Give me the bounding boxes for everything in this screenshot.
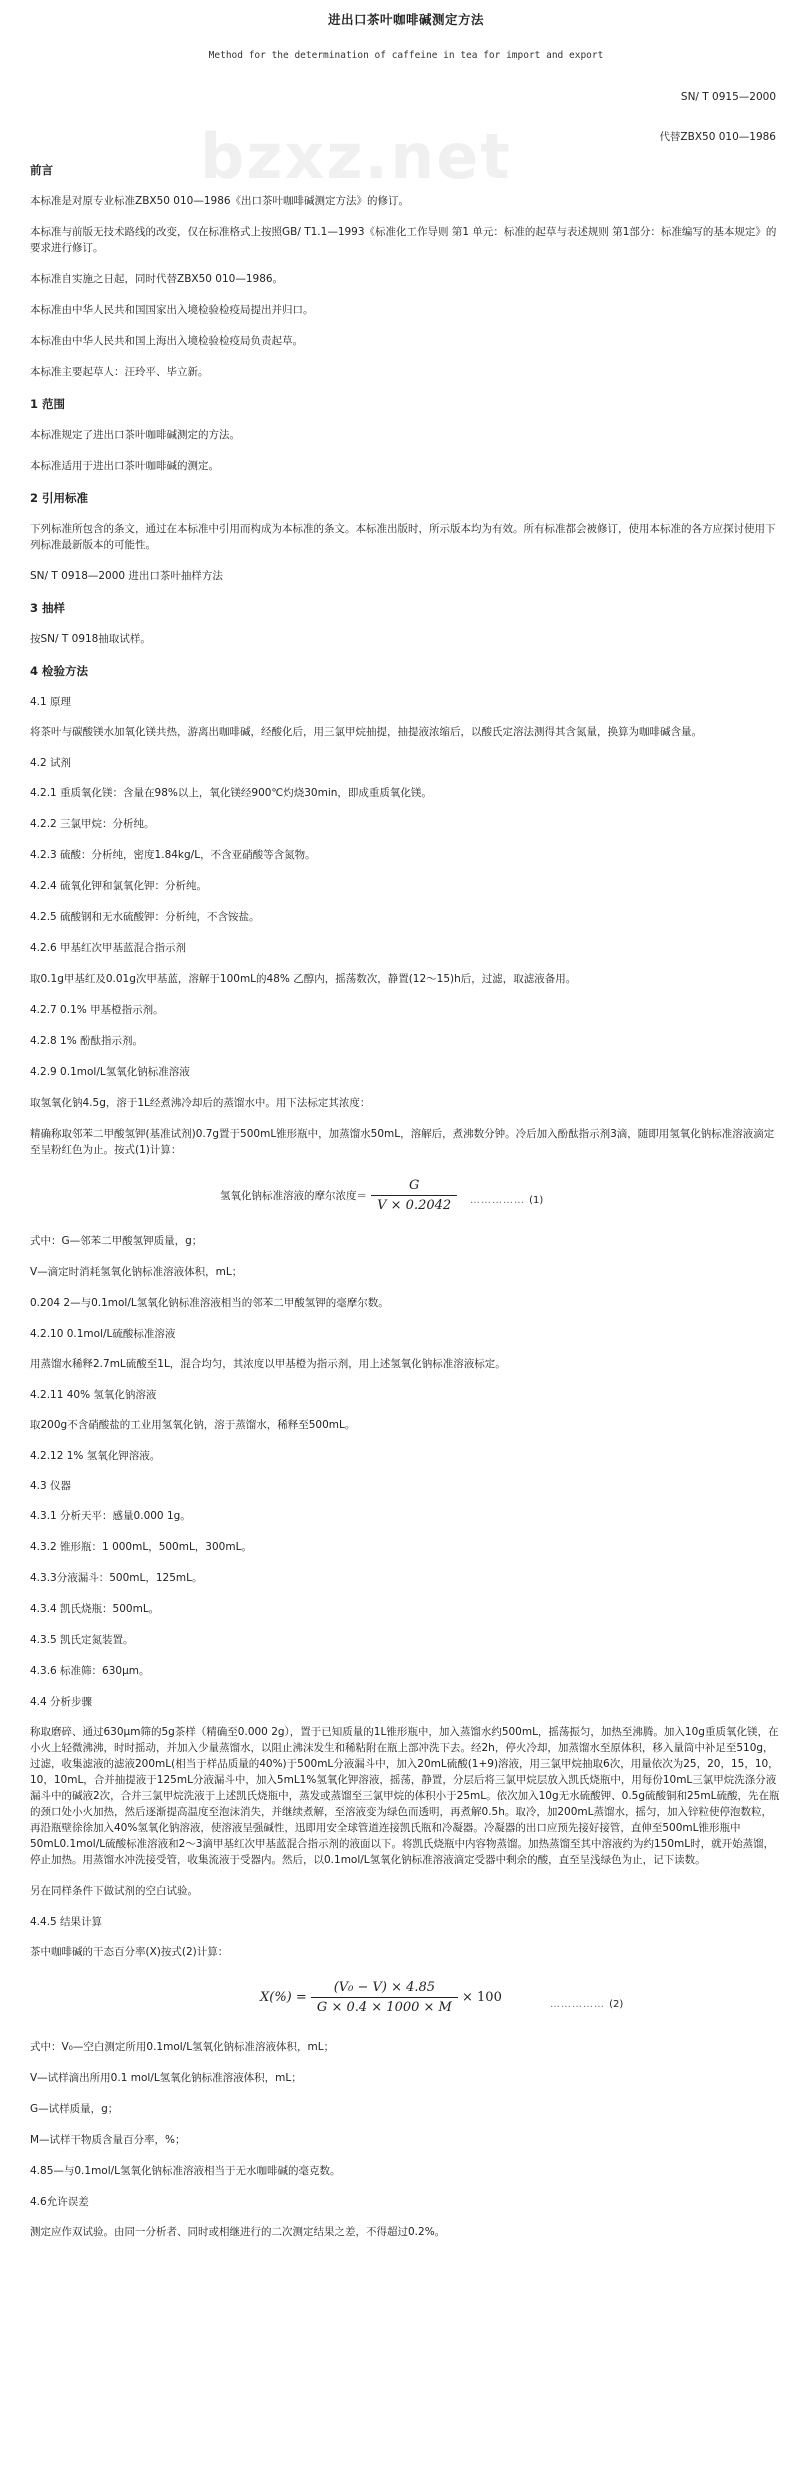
foreword-para: 本标准自实施之日起，同时代替ZBX50 010—1986。 bbox=[30, 273, 284, 285]
foreword-para: 本标准由中华人民共和国上海出入境检验检疫局负责起草。 bbox=[30, 335, 303, 347]
reagent-para: 取200g不含硝酸盐的工业用氢氧化钠，溶于蒸馏水，稀释至500mL。 bbox=[30, 1419, 356, 1431]
formula-1-numerator: G bbox=[408, 1178, 420, 1193]
section-heading-sampling: 3 抽样 bbox=[30, 601, 66, 615]
reagent-item: 4.2.2 三氯甲烷：分析纯。 bbox=[30, 818, 155, 830]
subheading-procedure: 4.4 分析步骤 bbox=[30, 1696, 93, 1708]
reagent-para: 用蒸馏水稀释2.7mL硫酸至1L，混合均匀，其浓度以甲基橙为指示剂，用上述氢氧化钠标准溶液标定。 bbox=[30, 1358, 506, 1370]
formula-1-definition: 式中：G—邻苯二甲酸氢钾质量，g； bbox=[30, 1235, 203, 1247]
reagent-item: 4.2.8 1% 酚酞指示剂。 bbox=[30, 1035, 144, 1047]
foreword-para: 本标准由中华人民共和国国家出入境检验检疫局提出并归口。 bbox=[30, 304, 314, 316]
sampling-para: 按SN/ T 0918抽取试样。 bbox=[30, 633, 151, 645]
reagent-item: 4.2.1 重质氧化镁：含量在98%以上，氧化镁经900℃灼烧30min，即成重质氧化镁。 bbox=[30, 787, 432, 799]
tolerance-para: 测定应作双试验。由同一分析者、同时或相继进行的二次测定结果之差，不得超过0.2%。 bbox=[30, 2226, 446, 2238]
formula-2-definition: 4.85—与0.1mol/L氢氧化钠标准溶液相当于无水咖啡碱的毫克数。 bbox=[30, 2165, 341, 2177]
reagent-item: 4.2.3 硫酸：分析纯，密度1.84kg/L，不含亚硝酸等含氮物。 bbox=[30, 849, 316, 861]
references-para: 下列标准所包含的条文，通过在本标准中引用而构成为本标准的条文。本标准出版时，所示版本均为有效。所有标准都会被修订，使用本标准的各方应探讨使用下列标准最新版本的可能性。 bbox=[30, 523, 776, 551]
formula-2-definition: M—试样干物质含量百分率，%； bbox=[30, 2134, 186, 2146]
subheading-koh-solution: 4.2.12 1% 氢氧化钾溶液。 bbox=[30, 1450, 161, 1462]
calculation-para: 茶中咖啡碱的干态百分率(X)按式(2)计算： bbox=[30, 1946, 229, 1958]
procedure-para: 另在同样条件下做试剂的空白试验。 bbox=[30, 1885, 198, 1897]
formula-2-definition: 式中：V₀—空白测定所用0.1mol/L氢氧化钠标准溶液体积，mL； bbox=[30, 2041, 335, 2053]
reagent-item: 4.2.9 0.1mol/L氢氧化钠标准溶液 bbox=[30, 1066, 190, 1078]
reagent-para: 取0.1g甲基红及0.01g次甲基蓝，溶解于100mL的48% 乙醇内，摇荡数次，静置(12～15)h后，过滤，取滤液备用。 bbox=[30, 973, 577, 985]
formula-2-definition: G—试样质量，g； bbox=[30, 2103, 119, 2115]
subheading-reagents: 4.2 试剂 bbox=[30, 757, 72, 769]
subheading-tolerance: 4.6允许误差 bbox=[30, 2196, 89, 2208]
foreword-para: 本标准是对原专业标准ZBX50 010—1986《出口茶叶咖啡碱测定方法》的修订。 bbox=[30, 195, 410, 207]
formula-2-number: (2) bbox=[609, 1999, 624, 2010]
formula-1-definition: V—滴定时消耗氢氧化钠标准溶液体积，mL； bbox=[30, 1266, 243, 1278]
subheading-sulfuric-acid-solution: 4.2.10 0.1mol/L硫酸标准溶液 bbox=[30, 1328, 176, 1340]
formula-2-denominator: G × 0.4 × 1000 × M bbox=[311, 1997, 458, 2015]
scope-para: 本标准适用于进出口茶叶咖啡碱的测定。 bbox=[30, 460, 219, 472]
reagent-item: 4.2.5 硫酸钢和无水硫酸钾：分析纯，不含铵盐。 bbox=[30, 911, 260, 923]
subheading-calculation: 4.4.5 结果计算 bbox=[30, 1916, 103, 1928]
formula-1-lead: 氢氧化钠标准溶液的摩尔浓度＝ bbox=[220, 1190, 367, 1202]
formula-1 bbox=[30, 1172, 782, 1218]
reagent-para: 取氢氧化钠4.5g，溶于1L经煮沸冷却后的蒸馏水中。用下法标定其浓度： bbox=[30, 1097, 371, 1109]
formula-1-number: (1) bbox=[529, 1195, 544, 1206]
reagent-item: 4.2.6 甲基红次甲基蓝混合指示剂 bbox=[30, 942, 187, 954]
formula-2-tail: × 100 bbox=[462, 1990, 502, 2005]
instrument-item: 4.3.2 锥形瓶：1 000mL，500mL，300mL。 bbox=[30, 1541, 252, 1553]
foreword-para: 本标准与前版无技术路线的改变，仅在标准格式上按照GB/ T1.1—1993《标准化工作导则 第1 单元：标准的起草与表述规则 第1部分：标准编写的基本规定》的要求进行修订。 bbox=[30, 226, 777, 254]
reagent-item: 4.2.4 硫氧化钾和氯氧化钾：分析纯。 bbox=[30, 880, 208, 892]
formula-2-fraction bbox=[311, 1980, 458, 2015]
instrument-item: 4.3.1 分析天平：感量0.000 1g。 bbox=[30, 1510, 191, 1522]
formula-2-numerator: (V₀ − V) × 4.85 bbox=[333, 1980, 436, 1995]
formula-2-lead: X(%) = bbox=[260, 1990, 307, 2005]
instrument-item: 4.3.4 凯氏烧瓶：500mL。 bbox=[30, 1603, 160, 1615]
watermark: bzxz.net bbox=[200, 120, 512, 193]
formula-2-definition: V—试样滴出所用0.1 mol/L氢氧化钠标准溶液体积，mL； bbox=[30, 2072, 302, 2084]
subheading-instruments: 4.3 仪器 bbox=[30, 1480, 72, 1492]
formula-1-definition: 0.204 2—与0.1mol/L氢氧化钠标准溶液相当的邻苯二甲酸氢钾的毫摩尔数。 bbox=[30, 1297, 389, 1309]
formula-2 bbox=[30, 1974, 782, 2024]
formula-leader-dots: …………… bbox=[550, 1999, 605, 2010]
standard-number: SN/ T 0915—2000 bbox=[680, 91, 776, 103]
subheading-principle: 4.1 原理 bbox=[30, 696, 72, 708]
instrument-item: 4.3.6 标准筛：630μm。 bbox=[30, 1665, 150, 1677]
section-heading-scope: 1 范围 bbox=[30, 397, 66, 411]
foreword-para: 本标准主要起草人：汪玲平、毕立新。 bbox=[30, 366, 209, 378]
formula-leader-dots: …………… bbox=[470, 1195, 525, 1206]
instrument-item: 4.3.5 凯氏定氮装置。 bbox=[30, 1634, 134, 1646]
principle-para: 将茶叶与碳酸镁水加氧化镁共热，游离出咖啡碱，经酸化后，用三氯甲烷抽提，抽提液浓缩后，以酸氏定溶法测得其含氮量，换算为咖啡碱含量。 bbox=[30, 726, 702, 738]
section-heading-methods: 4 检验方法 bbox=[30, 664, 89, 678]
document-subtitle: Method for the determination of caffeine in tea for import and export bbox=[208, 50, 604, 61]
instrument-item: 4.3.3分液漏斗：500mL，125mL。 bbox=[30, 1572, 203, 1584]
formula-1-fraction bbox=[371, 1178, 457, 1213]
replaces-standard: 代替ZBX50 010—1986 bbox=[659, 131, 776, 143]
scope-para: 本标准规定了进出口茶叶咖啡碱测定的方法。 bbox=[30, 429, 240, 441]
subheading-naoh-solution: 4.2.11 40% 氢氧化钠溶液 bbox=[30, 1389, 157, 1401]
document-title: 进出口茶叶咖啡碱测定方法 bbox=[327, 12, 484, 27]
section-heading-references: 2 引用标准 bbox=[30, 491, 89, 505]
foreword-heading: 前言 bbox=[30, 163, 53, 177]
references-para: SN/ T 0918—2000 进出口茶叶抽样方法 bbox=[30, 570, 223, 582]
reagent-item: 4.2.7 0.1% 甲基橙指示剂。 bbox=[30, 1004, 164, 1016]
reagent-para: 精确称取邻苯二甲酸氢钾(基准试剂)0.7g置于500mL锥形瓶中，加蒸馏水50mL，溶解后，煮沸数分钟。冷后加入酚酞指示剂3滴，随即用氢氧化钠标准溶液滴定至呈粉红色为止。按式(1)计算： bbox=[30, 1128, 775, 1156]
procedure-para: 称取磨碎、通过630μm筛的5g茶样（精确至0.000 2g），置于已知质量的1L锥形瓶中，加入蒸馏水约500mL，摇荡振匀，加热至沸腾。加入10g重质氧化镁，在小火上轻微沸沸，时时摇动，并加入少量蒸馏水，以阻止沸沫发生和稀粘附在瓶上部冲洗下去。经2h，停火冷却，加蒸馏水至原体积，移入量筒中补足至510g，过滤，收集滤液的滤液200mL(相当于样品质量的40%)于500mL分液漏斗中，加入20mL硫酸(1+9)溶液，用三氯甲烷抽取6次，用量依次为25，20，15，10，10，10mL，合并抽提液于125mL分液漏斗中，加入5mL1%氢氧化钾溶液，摇荡，静置，分层后将三氯甲烷层放入凯氏烧瓶中，用每份10mL三氯甲烷洗涤分液漏斗中的碱液2次，合并三氯甲烷洗液于上述凯氏烧瓶中，蒸发或蒸馏至三氯甲烷的体积小于25mL。依次加入10g无水硫酸钾、0.5g硫酸铜和25mL硫酸，先在瓶的颈口处小火加热，然后逐渐提高温度至泡沫消失，并继续煮解，至溶液变为绿色而透明，再煮解0.5h。取冷，加200mL蒸馏水，摇匀，加入锌粒使停泡数粒，再沿瓶壁徐徐加入40%氢氧化钠溶液，使溶液呈强碱性，迅即用安全球管道连接凯氏瓶和冷凝器。冷凝器的出口应预先接好接管，直伸至500mL锥形瓶中50mL0.1mol/L硫酸标准溶液和2～3滴甲基红次甲基蓝混合指示剂的液面以下。将凯氏烧瓶中内容物蒸馏。加热蒸馏至其中溶液约为约150mL时，就开始蒸馏，停止加热。用蒸馏水冲洗接受管，收集流液于受器内。然后，以0.1mol/L氢氧化钠标准溶液滴定受器中剩余的酸，直至呈浅绿色为止，记下读数。 bbox=[30, 1726, 780, 1866]
formula-1-denominator: V × 0.2042 bbox=[371, 1195, 457, 1213]
